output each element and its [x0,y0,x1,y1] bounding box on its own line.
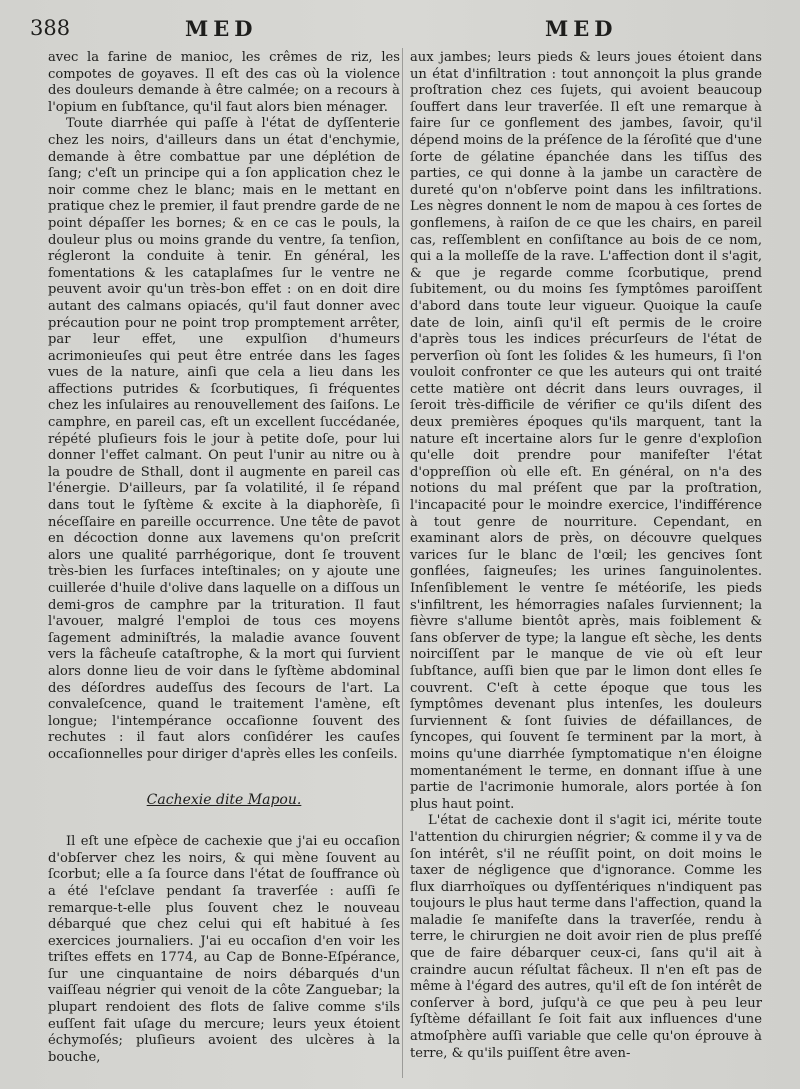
left-column [48,50,400,1066]
running-head-left: MED [185,16,258,41]
page-header [0,16,800,46]
paragraph: L'état de cachexie dont il s'agit ici, mérite toute l'attention du chirurgien négrier; & comme il y va de ſon intérêt, s'il ne réuſſit point, on doit moins le taxer de négligence que d'ignorance. Comme les flux diarrhoïques ou dyſſentériques n'indiquent pas toujours le plus haut terme dans l'affection, quand la maladie ſe manifeſte dans la traverſée, rendu à terre, le chirurgien ne doit avoir rien de plus preſſé que de faire débarquer ceux-ci, ſans qu'il ait à craindre aucun réſultat fâcheux. Il n'en eſt pas de même à l'égard des autres, qu'il eſt de ſon intérêt de conſerver à bord, juſqu'à ce que peu à peu leur ſyſtème défaillant ſe ſoit fait aux influences d'une atmoſphère auſſi variable que celle qu'on éprouve à terre, & qu'ils puiſſent être aven- [410,813,762,1061]
right-column [410,50,762,1062]
paragraph: Il eſt une eſpèce de cachexie que j'ai eu occaſion d'obſerver chez les noirs, & qui mène ſouvent au ſcorbut; elle a ſa ſource dans l'état de ſouffrance où a été l'eſclave pendant ſa traverſée : auſſi ſe remarque-t-elle plus ſouvent chez le nouveau débarqué que chez celui qui eſt habitué à ſes exercices journaliers. J'ai eu occaſion d'en voir les triſtes effets en 1774, au Cap de Bonne-Eſpérance, ſur une cinquantaine de noirs débarqués d'un vaiſſeau négrier qui venoit de la côte Zanguebar; la plupart rendoient des flots de ſalive comme s'ils euſſent fait uſage du mercure; leurs yeux étoient échymoſés; pluſieurs avoient des ulcères à la bouche, [48,834,400,1065]
paragraph: avec la farine de manioc, les crêmes de riz, les compotes de goyaves. Il eſt des cas où la violence des douleurs demande à être calmée; on a recours à l'opium en ſubſtance, qu'il faut alors bien ménager. [48,50,400,115]
page-number: 388 [30,16,71,40]
paragraph: aux jambes; leurs pieds & leurs joues étoient dans un état d'infiltration : tout annonçoit la plus grande proſtration chez ces ſujets, qui avoient beaucoup ſouffert dans leur traverſée. Il eſt une remarque à faire ſur ce gonflement des jambes, ſavoir, qu'il dépend moins de la préſence de la ſéroſité que d'une ſorte de gélatine épanchée dans les tiſſus des parties, ce qui donne à la jambe un caractère de dureté qu'on n'obſerve point dans les infiltrations. Les nègres donnent le nom de mapou à ces ſortes de gonflemens, à raiſon de ce que les chairs, en pareil cas, reſſemblent en conſiſtance au bois de ce nom, qui a la molleſſe de la rave. L'affection dont il s'agit, & que je regarde comme ſcorbutique, prend ſubitement, ou du moins ſes ſymptômes paroiſſent d'abord dans toute leur vigueur. Quoique la cauſe date de loin, ainſi qu'il eſt permis de le croire d'après tous les indices précurſeurs de l'état de perverſion où ſont les ſolides & les humeurs, ſi l'on vouloit confronter ce que les auteurs qui ont traité cette matière ont décrit dans leurs ouvrages, il ſeroit très-difficile de vérifier ce qu'ils diſent des deux premières époques qu'ils marquent, tant la nature eſt incertaine alors ſur le genre d'exploſion qu'elle doit prendre pour manifeſter l'état d'oppreſſion où elle eſt. En général, on n'a des notions du mal préſent que par la proſtration, l'incapacité pour le moindre exercice, l'indifférence à tout genre de nourriture. Cependant, en examinant alors de près, on découvre quelques varices ſur le blanc de l'œil; les gencives ſont gonflées, ſaigneuſes; les urines ſanguinolentes. Inſenſiblement le ventre ſe météoriſe, les pieds s'infiltrent, les hémorragies naſales ſurviennent; la fièvre s'allume bientôt après, mais foiblement & ſans obſerver de type; la langue eſt sèche, les dents noirciſſent par le manque de vie où eſt leur ſubſtance, auſſi bien que par le limon dont elles ſe couvrent. C'eſt à cette époque que tous les ſymptômes devenant plus intenſes, les douleurs ſurviennent & ſont ſuivies de défaillances, de ſyncopes, qui ſouvent ſe terminent par la mort, à moins qu'une diarrhée ſymptomatique n'en éloigne momentanément le terme, en donnant iſſue à une partie de l'acrimonie humorale, alors portée à ſon plus haut point. [410,50,762,812]
running-head-right: MED [545,16,618,41]
column-divider [402,48,403,1078]
section-heading: Cachexie dite Mapou. [146,791,302,808]
paragraph: Toute diarrhée qui paſſe à l'état de dyſſenterie chez les noirs, d'ailleurs dans un état d'enchymie, demande à être combattue par une déplétion de ſang; c'eſt un principe qui a ſon application chez le noir comme chez le blanc; mais en le mettant en pratique chez le premier, il faut prendre garde de ne point dépaſſer les bornes; & en ce cas le pouls, la douleur plus ou moins grande du ventre, ſa tenſion, régleront la conduite à tenir. En général, les fomentations & les cataplaſmes ſur le ventre ne peuvent avoir qu'un très-bon effet : on en doit dire autant des calmans opiacés, qu'il faut donner avec précaution pour ne point trop promptement arrêter, par leur effet, une expulſion d'humeurs acrimonieuſes qui peut être entrée dans les ſages vues de la nature, ainſi que cela a lieu dans les affections putrides & ſcorbutiques, ſi fréquentes chez les inſulaires au renouvellement des ſaiſons. Le camphre, en pareil cas, eſt un excellent ſuccédanée, répété pluſieurs fois le jour à petite doſe, pour lui donner l'effet calmant. On peut l'unir au nitre ou à la poudre de Sthall, dont il augmente en pareil cas l'énergie. D'ailleurs, par ſa volatilité, il ſe répand dans tout le ſyſtème & excite à la diaphorèſe, ſi néceſſaire en pareille occurrence. Une tête de pavot en décoction donne aux lavemens qu'on preſcrit alors une qualité parrhégorique, dont ſe trouvent très-bien les ſurfaces inteſtinales; on y ajoute une cuillerée d'huile d'olive dans laquelle on a diſſous un demi-gros de camphre par la trituration. Il faut l'avouer, malgré l'emploi de tous ces moyens ſagement adminiſtrés, la maladie avance ſouvent vers la fâcheuſe cataſtrophe, & la mort qui ſurvient alors donne lieu de voir dans le ſyſtème abdominal des déſordres audeſſus des ſecours de l'art. La convaleſcence, quand le traitement l'amène, eſt longue; l'intempérance occaſionne ſouvent des rechutes : il faut alors conſidérer les cauſes occaſionnelles pour diriger d'après elles les conſeils. [48,116,400,762]
